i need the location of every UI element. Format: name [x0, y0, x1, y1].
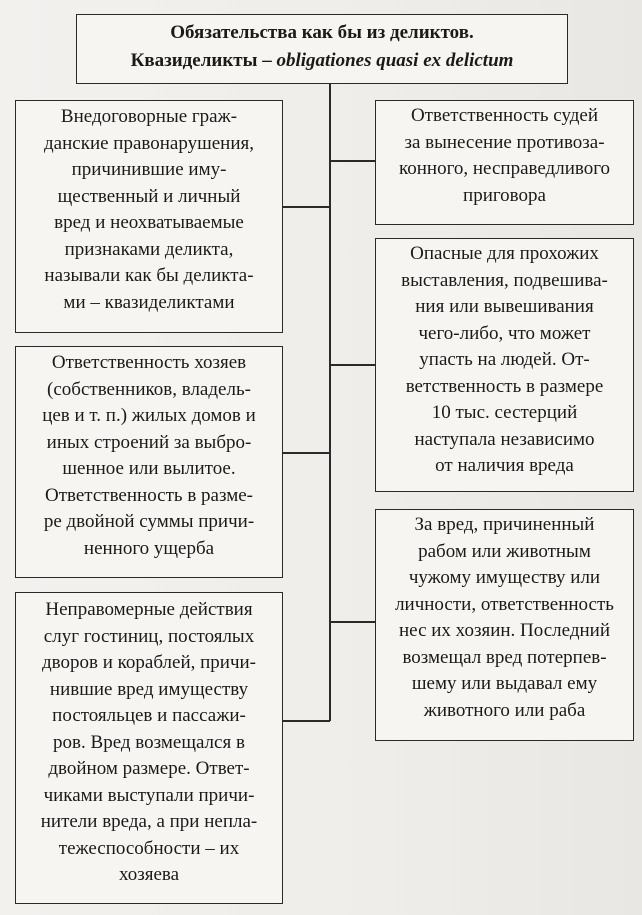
connector-left-2	[283, 452, 330, 454]
left-box-3-line: чиками выступали причи-	[43, 784, 255, 806]
left-box-1-line: Внедоговорные граж-	[60, 106, 238, 127]
right-box-2-line: наступала независимо	[414, 428, 595, 450]
left-box-1-line: называли как бы деликта-	[44, 265, 254, 286]
left-box-1	[15, 100, 283, 333]
right-box-1-line: за вынесение противоза-	[404, 131, 605, 153]
right-box-3-line: За вред, причиненный	[414, 514, 595, 535]
right-box-3-line: нес их хозяин. Последний	[399, 620, 610, 641]
left-box-3-line: слуг гостиниц, постоялых	[43, 625, 255, 647]
right-box-3-line: личности, ответственность	[395, 593, 614, 615]
right-box-3-line: чужому имуществу или	[408, 567, 601, 588]
left-box-3-line: нители вреда, а при непла-	[40, 811, 258, 832]
left-box-3-line: Неправомерные действия	[45, 599, 253, 620]
connector-right-3	[330, 621, 375, 623]
right-box-2-line: 10 тыс. сестерций	[431, 402, 578, 423]
left-box-3-line: нившие вред имуществу	[49, 678, 249, 700]
right-box-2	[375, 238, 634, 492]
left-box-2-line: ненного ущерба	[83, 537, 215, 559]
title-line-2-prefix: Квазиделикты –	[130, 50, 277, 71]
connector-right-1	[330, 160, 375, 162]
left-box-1-line: признаками деликта,	[64, 238, 234, 260]
left-box-2	[15, 346, 283, 578]
left-box-2-line: Ответственность хозяев	[51, 352, 247, 373]
title-line-1: Обязательства как бы из деликтов.	[170, 22, 474, 43]
left-box-2-line: (собственников, владель-	[47, 378, 251, 400]
main-vertical-connector	[329, 84, 331, 721]
left-box-3-line: тежеспособности – их	[58, 837, 240, 859]
connector-left-3	[283, 720, 330, 722]
left-box-3-line: дворов и кораблей, причи-	[41, 652, 256, 673]
left-box-3-line: двойном размере. Ответ-	[48, 758, 250, 779]
left-box-2-line: цев и т. п.) жилых домов и	[42, 405, 256, 426]
title-box	[76, 14, 568, 84]
title-line-2-latin: obligationes quasi ex delictum	[276, 50, 514, 71]
left-box-3-line: постояльцев и пассажи-	[52, 705, 246, 726]
left-box-2-line: Ответственность в разме-	[44, 484, 254, 506]
right-box-1	[375, 100, 634, 225]
right-box-2-line: ния или вывешивания	[415, 296, 594, 317]
right-box-3-line: шему или выдавал ему	[411, 673, 598, 694]
right-box-1-line: приговора	[463, 184, 546, 206]
left-box-1-line: вред и неохватываемые	[54, 212, 244, 233]
right-box-2-line: от наличия вреда	[435, 455, 574, 476]
right-box-1-line: Ответственность судей	[410, 105, 599, 126]
right-box-2-line: упасть на людей. От-	[419, 349, 590, 370]
left-box-3	[15, 592, 283, 904]
left-box-1-line: данские правонарушения,	[44, 132, 254, 154]
left-box-2-line: шенное или вылитое.	[62, 458, 236, 479]
right-box-3	[375, 509, 634, 741]
left-box-2-line: иных строений за выбро-	[46, 431, 252, 453]
left-box-1-line: щественный и личный	[57, 185, 241, 207]
left-box-1-line: ми – квазиделиктами	[63, 291, 235, 313]
right-box-1-line: конного, несправедливого	[398, 158, 611, 179]
left-box-3-line: хозяева	[118, 864, 180, 885]
connector-left-1	[283, 206, 330, 208]
right-box-2-line: выставления, подвешива-	[401, 269, 608, 291]
title-line-2	[81, 47, 563, 75]
right-box-2-line: Опасные для прохожих	[410, 243, 599, 264]
right-box-3-line: рабом или животным	[418, 540, 591, 562]
left-box-2-line: ре двойной суммы причи-	[43, 511, 255, 532]
connector-right-2	[330, 364, 375, 366]
right-box-2-line: чего-либо, что может	[418, 322, 591, 344]
right-box-3-line: возмещал вред потерпев-	[402, 646, 607, 668]
right-box-2-line: ветственность в размере	[405, 375, 604, 397]
left-box-3-line: ров. Вред возмещался в	[53, 731, 245, 753]
left-box-1-line: причинившие иму-	[71, 159, 227, 180]
right-box-3-line: животного или раба	[423, 699, 586, 721]
